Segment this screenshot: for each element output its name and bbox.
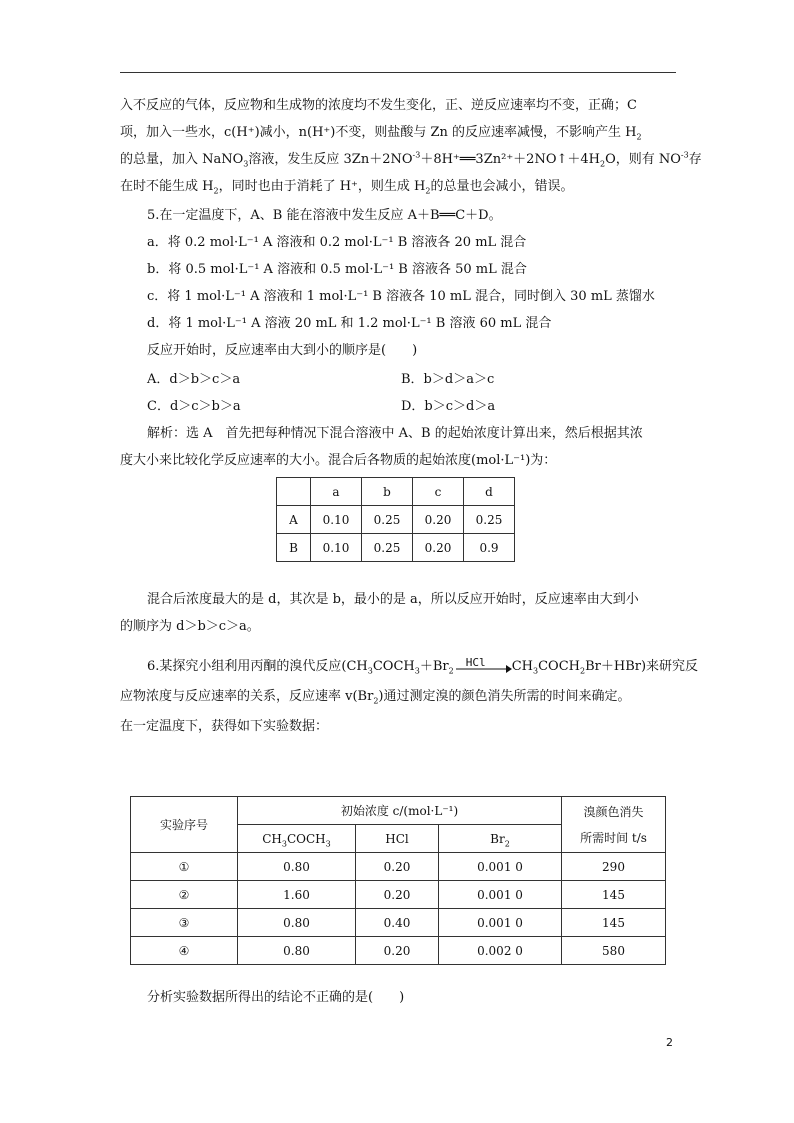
- table-row-label: A: [277, 506, 311, 534]
- table-row: [277, 478, 515, 506]
- page-number: 2: [666, 1036, 673, 1049]
- q5-item-a: a．将 0.2 mol·L⁻¹ A 溶液和 0.2 mol·L⁻¹ B 溶液各 20 mL 混合: [147, 235, 527, 250]
- table-cell: 145: [562, 909, 666, 937]
- table-cell: 0.10: [311, 534, 362, 562]
- q6-experiment-table: [130, 796, 666, 965]
- table-cell: 0.001 0: [439, 853, 562, 881]
- table-cell: 0.9: [464, 534, 515, 562]
- table-cell: 0.20: [356, 937, 439, 965]
- table-row-label: B: [277, 534, 311, 562]
- reaction-arrow: [454, 655, 512, 674]
- table-cell: 0.20: [356, 881, 439, 909]
- col-header-seq: 实验序号: [131, 797, 238, 853]
- table-row: [131, 881, 666, 909]
- q5-options-row-1: [147, 366, 495, 393]
- q5-item-d: d．将 1 mol·L⁻¹ A 溶液 20 mL 和 1.2 mol·L⁻¹ B 溶液 60 mL 混合: [147, 316, 552, 331]
- question-5: [120, 202, 680, 364]
- q5-concentration-table: [276, 477, 515, 562]
- q5-analysis-line-2: 度大小来比较化学反应速率的大小。混合后各物质的起始浓度(mol·L⁻¹)为：: [120, 453, 557, 468]
- table-corner-cell: [277, 478, 311, 506]
- table-cell: 0.40: [356, 909, 439, 937]
- sub-header-hcl: HCl: [356, 825, 439, 853]
- table-cell: ④: [131, 937, 238, 965]
- table-cell: 0.001 0: [439, 881, 562, 909]
- q6-question: [120, 984, 680, 1011]
- table-cell: 0.001 0: [439, 909, 562, 937]
- table-cell: 0.10: [311, 506, 362, 534]
- q5-analysis: [120, 420, 680, 474]
- q5-conclusion-line-2: 的顺序为 d＞b＞c＞a。: [120, 619, 260, 634]
- table-cell: 145: [562, 881, 666, 909]
- table-cell: 0.25: [362, 506, 413, 534]
- table-cell: 1.60: [238, 881, 356, 909]
- table-header-cell: c: [413, 478, 464, 506]
- sub-header-br2: $Br_2$: [439, 825, 562, 853]
- q6-line-1: 6.某探究小组利用丙酮的溴代反应($CH_3COCH_3+Br_2$ HCl $CH_3COCH_2Br+HBr$)来研究反: [120, 652, 680, 682]
- table-header-cell: b: [362, 478, 413, 506]
- table-cell: ②: [131, 881, 238, 909]
- table-cell: 0.80: [238, 937, 356, 965]
- q5-analysis-line-1: 解析：选 A 首先把每种情况下混合溶液中 A、B 的起始浓度计算出来，然后根据其浓: [147, 426, 643, 441]
- q5-question: 反应开始时，反应速率由大到小的顺序是( ): [147, 343, 418, 358]
- question-6: [120, 652, 699, 742]
- q5-option-b: B．b＞d＞a＞c: [401, 372, 495, 387]
- intro-line-4: 在时不能生成 $H_2$，同时也由于消耗了 H⁺，则生成 $H_2$的总量也会减小，错误。: [120, 179, 574, 196]
- q5-options-row-2: [147, 393, 496, 420]
- table-cell: 0.20: [356, 853, 439, 881]
- q5-option-a: A．d＞b＞c＞a: [147, 372, 241, 387]
- intro-line-1: 入不反应的气体，反应物和生成物的浓度均不发生变化，正、逆反应速率均不变，正确；C: [120, 98, 637, 113]
- sub-header-acetone: $CH_3COCH_3$: [238, 825, 356, 853]
- table-cell: 0.25: [464, 506, 515, 534]
- q5-item-b: b．将 0.5 mol·L⁻¹ A 溶液和 0.5 mol·L⁻¹ B 溶液各 50 mL 混合: [147, 262, 527, 277]
- table-cell: 290: [562, 853, 666, 881]
- intro-paragraph: [120, 92, 702, 200]
- table-cell: 580: [562, 937, 666, 965]
- header-rule: [120, 72, 676, 73]
- table-cell: 0.20: [413, 534, 464, 562]
- q5-conclusion: [120, 586, 680, 640]
- q5-option-c: C．d＞c＞b＞a: [147, 399, 241, 414]
- q6-line-3: 在一定温度下，获得如下实验数据：: [120, 719, 329, 734]
- table-row: [131, 909, 666, 937]
- table-row: [131, 853, 666, 881]
- intro-line-3: 的总量，加入 NaNO$_3$溶液，发生反应 $3Zn+2NO^{-3}+8H^+══3Zn^{2+}+2NO↑+4H_2O$，则有 $NO^{-3}$存: [120, 150, 702, 169]
- table-cell: ①: [131, 853, 238, 881]
- col-header-conc: 初始浓度 c/(mol·L⁻¹): [238, 797, 562, 825]
- table-cell: ③: [131, 909, 238, 937]
- table-row: [131, 797, 666, 825]
- table-row: [277, 534, 515, 562]
- table-cell: 0.80: [238, 909, 356, 937]
- table-cell: 0.80: [238, 853, 356, 881]
- table-row: [131, 937, 666, 965]
- col-header-time: 溴颜色消失 所需时间 t/s: [562, 797, 666, 853]
- q5-stem: 5.在一定温度下，A、B 能在溶液中发生反应 A＋B══C＋D。: [147, 208, 502, 223]
- q6-line-2: 应物浓度与反应速率的关系，反应速率 $v(Br_2)$通过测定溴的颜色消失所需的时间来确定。: [120, 689, 631, 706]
- table-row: [277, 506, 515, 534]
- table-header-cell: d: [464, 478, 515, 506]
- q5-option-d: D．b＞c＞d＞a: [401, 399, 496, 414]
- table-header-cell: a: [311, 478, 362, 506]
- q6-question-line: 分析实验数据所得出的结论不正确的是( ): [147, 990, 405, 1005]
- arrow-icon: [454, 662, 512, 676]
- q5-conclusion-line-1: 混合后浓度最大的是 d，其次是 b，最小的是 a，所以反应开始时，反应速率由大到小: [147, 592, 639, 607]
- catalyst-label: HCl: [465, 655, 486, 669]
- q5-item-c: c．将 1 mol·L⁻¹ A 溶液和 1 mol·L⁻¹ B 溶液各 10 mL 混合，同时倒入 30 mL 蒸馏水: [147, 289, 655, 304]
- intro-line-2: 项，加入一些水，c(H⁺)减小，n(H⁺)不变，则盐酸与 Zn 的反应速率减慢，不影响产生 $H_2$: [120, 125, 642, 142]
- table-cell: 0.002 0: [439, 937, 562, 965]
- table-cell: 0.20: [413, 506, 464, 534]
- table-cell: 0.25: [362, 534, 413, 562]
